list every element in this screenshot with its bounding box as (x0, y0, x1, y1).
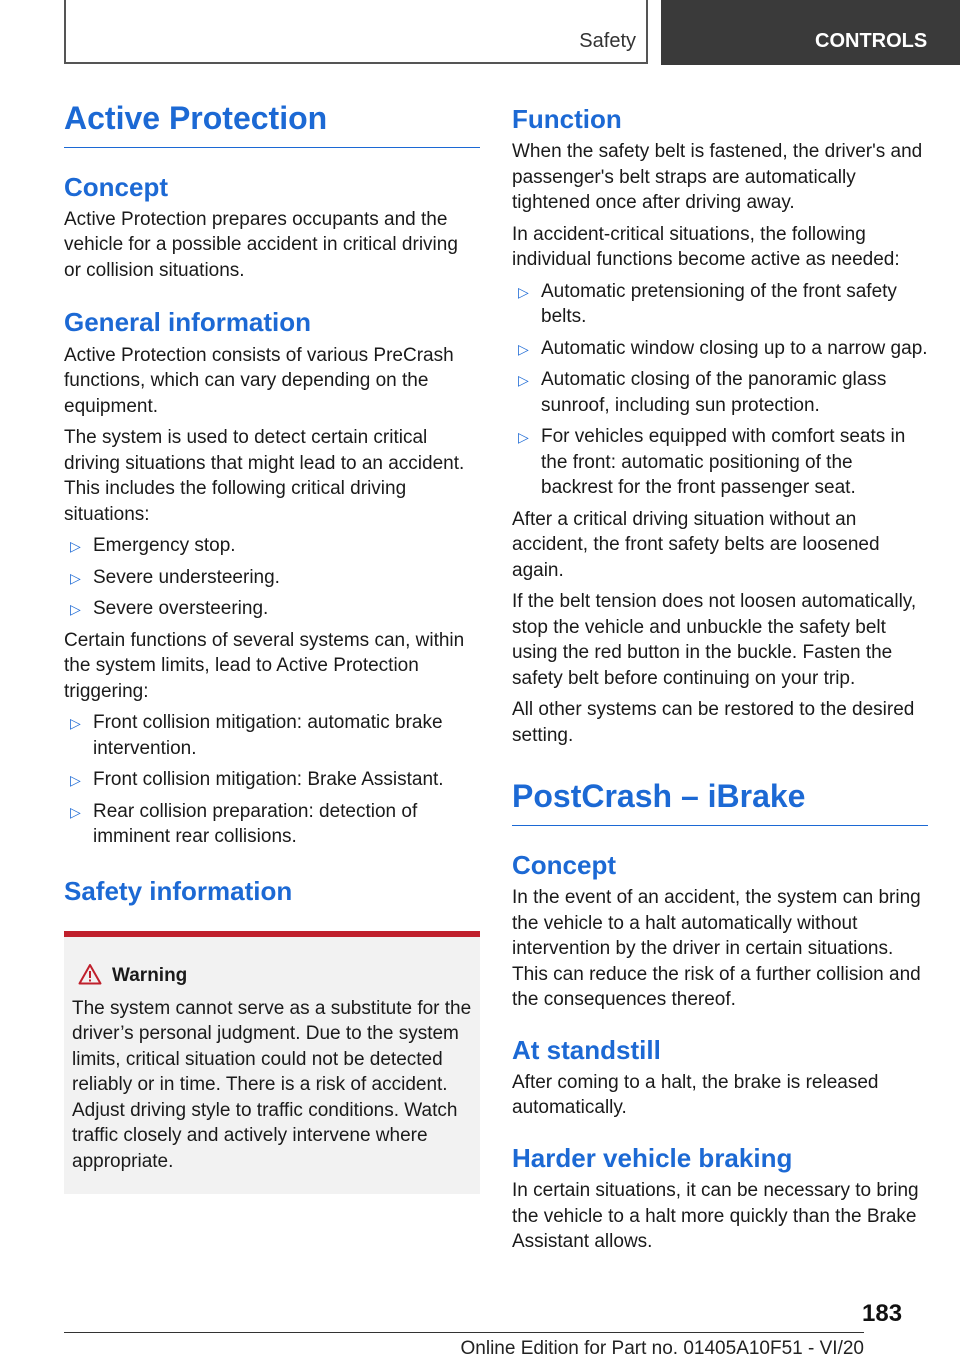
right-column (512, 100, 928, 1255)
triangle-bullet-icon: ▷ (70, 715, 81, 732)
list-item: ▷ For vehicles equipped with comfort seats in the front: automatic positioning of the backrest for the front passenger seat. (518, 426, 906, 499)
triggers-list (64, 710, 480, 850)
list-item: ▷ Rear collision preparation: detection of imminent rear collisions. (70, 800, 418, 848)
header-section: Safety (579, 30, 636, 52)
general-p1: Active Protection consists of various PreCrash functions, which can vary depending on the equipment. (64, 344, 454, 417)
list-item: ▷ Automatic pretensioning of the front safety belts. (518, 280, 897, 328)
header-frame (64, 0, 648, 64)
situations-list (64, 533, 480, 622)
triangle-bullet-icon: ▷ (70, 803, 81, 820)
list-item: ▷ Automatic closing of the panoramic glass sunroof, including sun protection. (518, 369, 887, 416)
footer-divider (64, 1332, 864, 1333)
function-p2: In accident-critical situations, the following individual functions become active as needed: (512, 223, 900, 271)
triangle-bullet-icon: ▷ (518, 429, 529, 446)
list-item: ▷ Front collision mitigation: Brake Assistant. (64, 767, 480, 793)
footer-edition: Online Edition for Part no. 01405A10F51 - VI/20 (460, 1338, 864, 1359)
header-chapter: CONTROLS (661, 0, 960, 65)
postcrash-concept-text: In the event of an accident, the system can bring the vehicle to a halt automatically without intervention by the driver in certain situations. This can reduce the risk of a further collision and the consequences thereof. (512, 887, 921, 1011)
title-active-protection: Active Protection (64, 100, 480, 148)
harder-braking-text: In certain situations, it can be necessary to bring the vehicle to a halt more quickly than the Brake Assistant allows. (512, 1180, 919, 1253)
heading-harder-vehicle-braking: Harder vehicle braking (512, 1142, 793, 1173)
warning-triangle-icon (78, 963, 102, 992)
warning-text: The system cannot serve as a substitute for the driver’s personal judgment. Due to the system limits, critical situation could not be detected reliably or in time. There is a risk of accident. Adjust driving style to traffic conditions. Watch traffic closely and actively intervene where appropriate. (72, 997, 472, 1172)
triangle-bullet-icon: ▷ (70, 772, 81, 789)
list-item: ▷ Severe understeering. (64, 565, 480, 591)
list-item: ▷ Emergency stop. (64, 533, 480, 559)
heading-general-information: General information (64, 307, 312, 338)
function-p4: If the belt tension does not loosen automatically, stop the vehicle and unbuckle the safety belt using the red button in the buckle. Fasten the safety belt before continuing on your trip. (512, 591, 917, 689)
concept-text: Active Protection prepares occupants and the vehicle for a possible accident in critical driving or collision situations. (64, 208, 458, 281)
heading-function: Function (512, 104, 622, 134)
list-item: ▷ Front collision mitigation: automatic brake intervention. (70, 712, 443, 759)
general-p3: Certain functions of several systems can, within the system limits, lead to Active Protection triggering: (64, 629, 465, 702)
triangle-bullet-icon: ▷ (70, 601, 81, 618)
triangle-bullet-icon: ▷ (518, 340, 529, 357)
functions-list (512, 279, 928, 501)
list-item: ▷ Severe oversteering. (64, 596, 480, 622)
heading-concept-postcrash: Concept (512, 849, 616, 880)
triangle-bullet-icon: ▷ (518, 283, 529, 300)
heading-at-standstill: At standstill (512, 1034, 661, 1065)
warning-title-row (72, 963, 472, 988)
left-column (64, 100, 480, 1194)
list-item: ▷ Automatic window closing up to a narrow gap. (512, 336, 928, 362)
function-p1: When the safety belt is fastened, the driver's and passenger's belt straps are automatically tightened once after driving away. (512, 141, 923, 214)
general-p2: The system is used to detect certain critical driving situations that might lead to an accident. This includes the following critical driving situations: (64, 427, 465, 525)
heading-concept: Concept (64, 171, 168, 202)
warning-box (64, 931, 480, 1195)
heading-safety-information: Safety information (64, 875, 293, 906)
triangle-bullet-icon: ▷ (70, 569, 81, 586)
function-p5: All other systems can be restored to the desired setting. (512, 699, 915, 746)
warning-title: Warning (112, 964, 188, 986)
triangle-bullet-icon: ▷ (70, 538, 81, 555)
page-number: 183 (862, 1300, 903, 1327)
standstill-text: After coming to a halt, the brake is released automatically. (512, 1071, 879, 1119)
title-postcrash-ibrake: PostCrash – iBrake (512, 778, 928, 826)
triangle-bullet-icon: ▷ (518, 372, 529, 389)
function-p3: After a critical driving situation without an accident, the front safety belts are loosened again. (512, 508, 880, 581)
